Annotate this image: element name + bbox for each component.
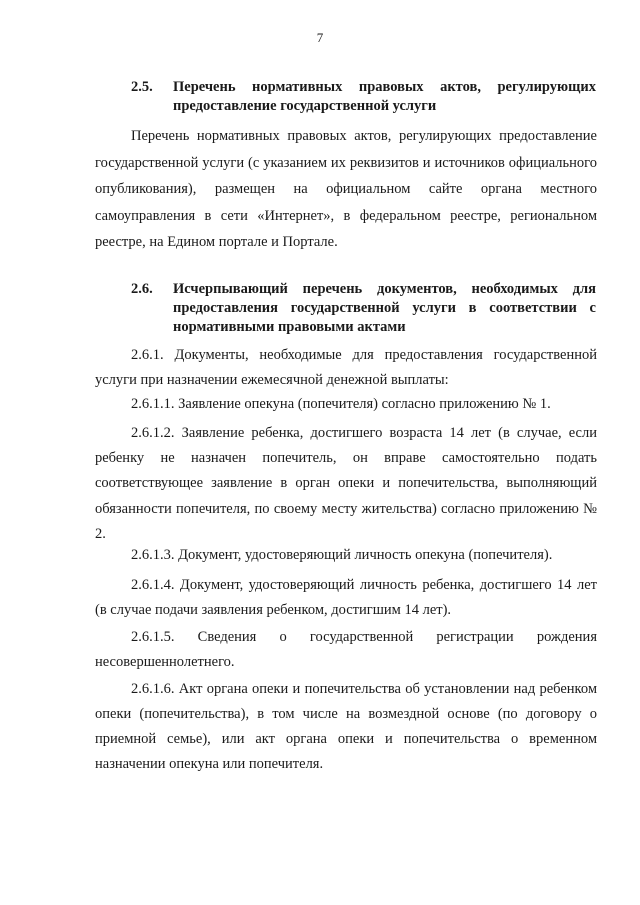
section-heading-2-5 — [131, 78, 596, 116]
paragraph-2-6-1-4: 2.6.1.4. Документ, удостоверяющий личность ребенка, достигшего 14 лет (в случае подачи заявления ребенком, достигшим 14 лет). — [95, 577, 597, 618]
paragraph-2-6-1-5: 2.6.1.5. Сведения о государственной регистрации рождения несовершеннолетнего. — [95, 629, 597, 670]
paragraph-2-6-1-1: 2.6.1.1. Заявление опекуна (попечителя) согласно приложению № 1. — [131, 396, 551, 412]
paragraph-2-6-1-6: 2.6.1.6. Акт органа опеки и попечительства об установлении над ребенком опеки (попечительства), в том числе на возмездной основе (по договору о приемной семье), или акт органа опеки и попечительства о временном назначении опекуна или попечителя. — [95, 681, 597, 772]
section-number: 2.5. — [131, 79, 153, 95]
paragraph-2-6-1-2: 2.6.1.2. Заявление ребенка, достигшего возраста 14 лет (в случае, если ребенку не назначен попечитель, он вправе самостоятельно подать соответствующее заявление в орган опеки и попечительства, выполняющий обязанности попечителя, по своему месту жительства) согласно приложению № 2. — [95, 425, 597, 542]
paragraph-2-6-1-3: 2.6.1.3. Документ, удостоверяющий личность опекуна (попечителя). — [131, 547, 553, 563]
section-title: Исчерпывающий перечень документов, необходимых для предоставления государственной услуги в соответствии с нормативными правовыми актами — [173, 281, 596, 335]
section-heading-2-6 — [131, 280, 596, 337]
paragraph-2-6-1: 2.6.1. Документы, необходимые для предоставления государственной услуги при назначении ежемесячной денежной выплаты: — [95, 347, 597, 388]
section-number: 2.6. — [131, 281, 153, 297]
paragraph-legal-acts: Перечень нормативных правовых актов, регулирующих предоставление государственной услуги (с указанием их реквизитов и источников официального опубликования), размещен на официальном сайте органа местного самоуправления в сети «Интернет», в федеральном реестре, региональном реестре, на Едином портале и Портале. — [95, 128, 597, 250]
page-number: 7 — [316, 30, 324, 45]
section-title: Перечень нормативных правовых актов, регулирующих предоставление государственной услуги — [173, 79, 596, 114]
